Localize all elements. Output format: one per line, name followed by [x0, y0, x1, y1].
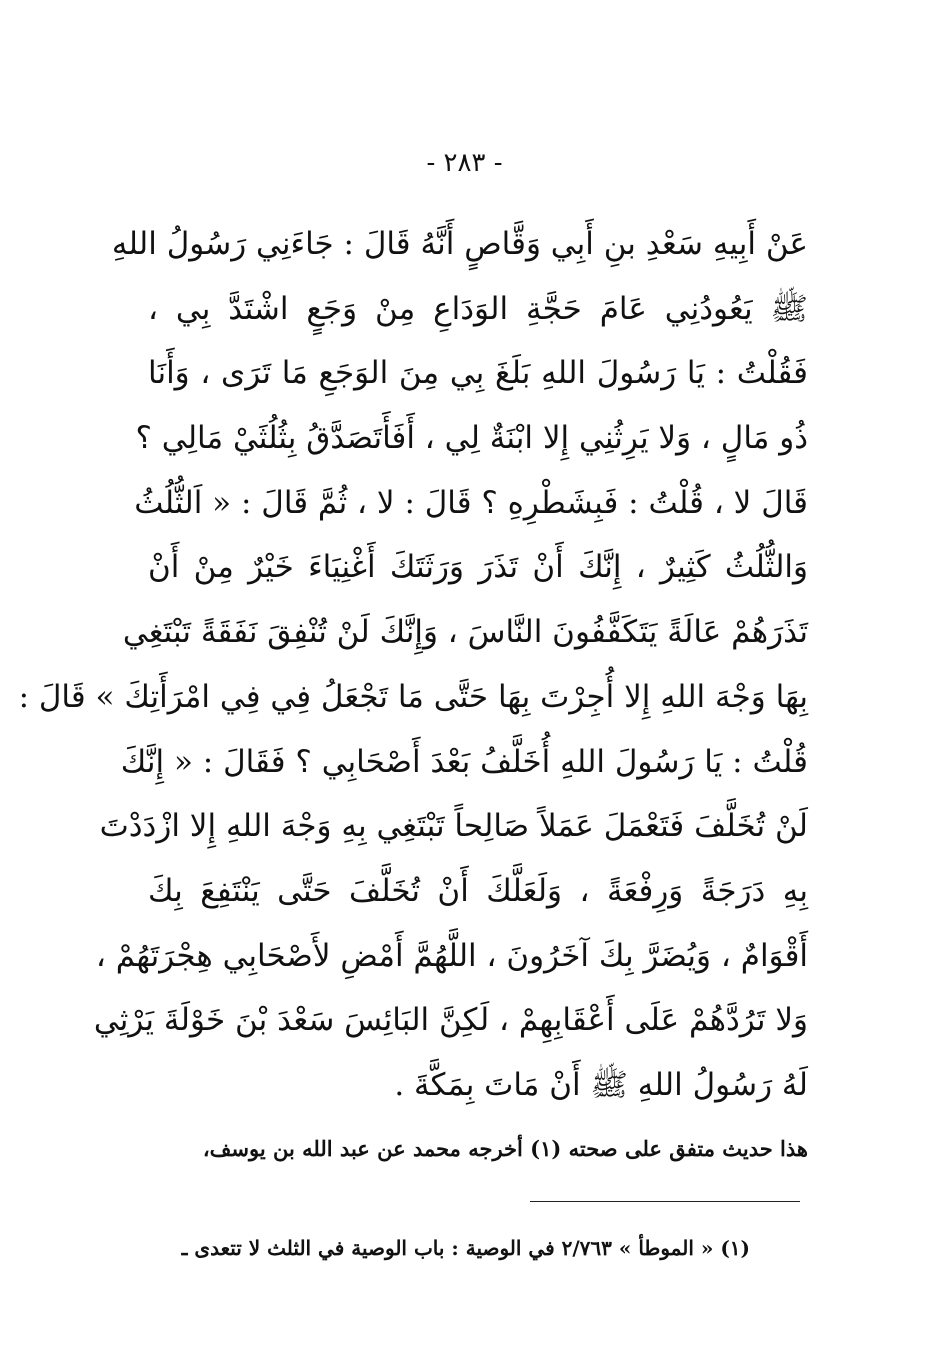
text-line: بِهِ دَرَجَةً وَرِفْعَةً ، وَلَعَلَّكَ أَنْ تُخَلَّفَ حَتَّى يَنْتَفِعَ بِكَ [148, 872, 808, 909]
text-line: بِهَا وَجْهَ اللهِ إِلا أُجِرْتَ بِهَا حَتَّى مَا تَجْعَلُ فِي فِي امْرَأَتِكَ » قَالَ : [18, 678, 808, 715]
page-number: - ٢٨٣ - [426, 148, 503, 178]
hadith-source-note: هذا حديث متفق على صحته (١) أخرجه محمد عن عبد الله بن يوسف، [202, 1136, 808, 1161]
text-line: وَلا تَرُدَّهُمْ عَلَى أَعْقَابِهِمْ ، لَكِنَّ البَائِسَ سَعْدَ بْنَ خَوْلَةَ يَرْثِي [93, 1002, 808, 1039]
text-line: فَقُلْتُ : يَا رَسُولَ اللهِ بَلَغَ بِي مِنَ الوَجَعِ مَا تَرَى ، وَأَنَا [148, 355, 808, 392]
footnote: (١) « الموطأ » ٢/٧٦٣ في الوصية : باب الوصية في الثلث لا تتعدى ـ [181, 1236, 750, 1260]
text-line: وَالثُّلُثُ كَثِيرٌ ، إِنَّكَ أَنْ تَذَرَ وَرَثَتَكَ أَغْنِيَاءَ خَيْرٌ مِنْ أَنْ [148, 549, 808, 586]
text-line: تَذَرَهُمْ عَالَةً يَتَكَفَّفُونَ النَّاسَ ، وَإِنَّكَ لَنْ تُنْفِقَ نَفَقَةً تَبْتَغِي [122, 614, 808, 651]
text-line: أَقْوَامٌ ، وَيُضَرَّ بِكَ آخَرُونَ ، اللَّهُمَّ أَمْضِ لأَصْحَابِي هِجْرَتَهُمْ ، [95, 937, 808, 974]
text-line: ذُو مَالٍ ، وَلا يَرِثُنِي إِلا ابْنَةٌ لِي ، أَفَأَتَصَدَّقُ بِثُلُثَيْ مَالِي ؟ [135, 420, 808, 457]
text-line: عَنْ أَبِيهِ سَعْدِ بنِ أَبِي وَقَّاصٍ أَنَّهُ قَالَ : جَاءَنِي رَسُولُ اللهِ [111, 226, 808, 262]
text-line: لَنْ تُخَلَّفَ فَتَعْمَلَ عَمَلاً صَالِحاً تَبْتَغِي بِهِ وَجْهَ اللهِ إِلا ازْدَدْتَ [99, 808, 808, 845]
text-line: لَهُ رَسُولُ اللهِ ﷺ أَنْ مَاتَ بِمَكَّةَ . [394, 1066, 808, 1103]
text-line: قُلْتُ : يَا رَسُولَ اللهِ أُخَلَّفُ بَعْدَ أَصْحَابِي ؟ فَقَالَ : « إِنَّكَ [120, 743, 808, 780]
text-line: قَالَ لا ، قُلْتُ : فَبِشَطْرِهِ ؟ قَالَ : لا ، ثُمَّ قَالَ : « اَلثُّلُثُ [134, 484, 808, 521]
text-line: ﷺ يَعُودُنِي عَامَ حَجَّةِ الوَدَاعِ مِنْ وَجَعٍ اشْتَدَّ بِي ، [148, 290, 808, 327]
footnote-divider [530, 1201, 800, 1202]
hadith-body-text [18, 212, 808, 1118]
